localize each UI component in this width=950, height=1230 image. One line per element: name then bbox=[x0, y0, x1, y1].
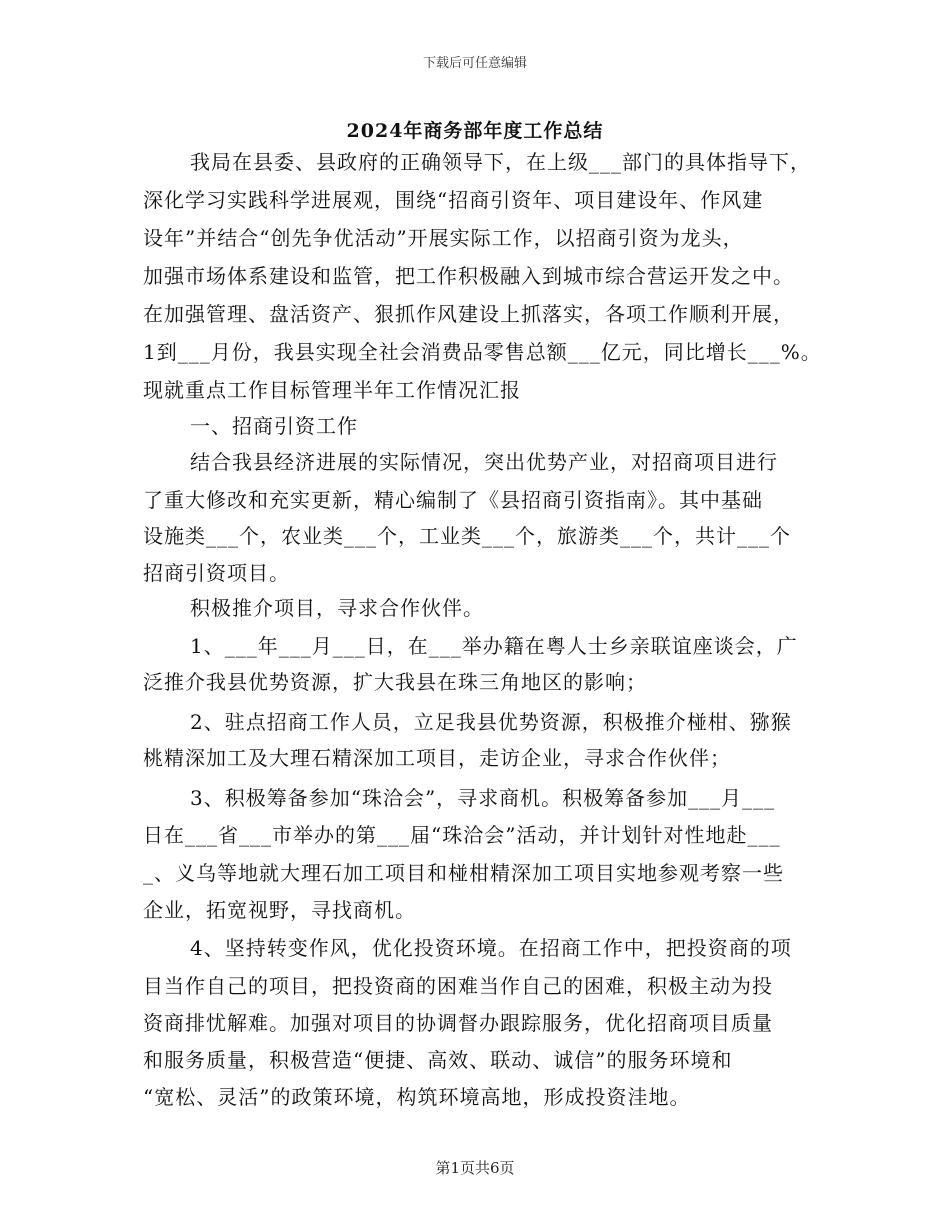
section-heading: 一、招商引资工作 bbox=[190, 414, 358, 438]
body-line: 泛推介我县优势资源，扩大我县在珠三角地区的影响； bbox=[143, 670, 647, 694]
body-line: 招商引资项目。 bbox=[143, 561, 290, 585]
body-line: 设施类___个，农业类___个，工业类___个，旅游类___个，共计___个 bbox=[143, 524, 791, 548]
body-line: 1、___年___月___日，在___举办籍在粤人士乡亲联谊座谈会，广 bbox=[190, 634, 798, 658]
body-line: 1到___月份，我县实现全社会消费品零售总额___亿元，同比增长___%。 bbox=[143, 340, 822, 364]
body-line: 深化学习实践科学进展观，围绕“招商引资年、项目建设年、作风建 bbox=[143, 188, 764, 212]
body-line: 在加强管理、盘活资产、狠抓作风建设上抓落实，各项工作顺利开展， bbox=[143, 302, 794, 326]
body-line: 2、驻点招商工作人员，立足我县优势资源，积极推介椪柑、猕猴 bbox=[190, 710, 792, 734]
body-line: 加强市场体系建设和监管，把工作积极融入到城市综合营运开发之中。 bbox=[143, 264, 794, 288]
body-line: 现就重点工作目标管理半年工作情况汇报 bbox=[143, 378, 521, 402]
body-line: 积极推介项目，寻求合作伙伴。 bbox=[190, 596, 484, 620]
body-line: 和服务质量，积极营造“便捷、高效、联动、诚信”的服务环境和 bbox=[143, 1048, 733, 1072]
body-line: “宽松、灵活”的政策环境，构筑环境高地，形成投资洼地。 bbox=[143, 1085, 691, 1109]
body-line: 资商排忧解难。加强对项目的协调督办跟踪服务，优化招商项目质量 bbox=[143, 1011, 773, 1035]
body-line: 目当作自己的项目，把投资商的困难当作自己的困难，积极主动为投 bbox=[143, 974, 773, 998]
body-line: _、义乌等地就大理石加工项目和椪柑精深加工项目实地参观考察一些 bbox=[143, 861, 784, 885]
body-line: 结合我县经济进展的实际情况，突出优势产业，对招商项目进行 bbox=[190, 450, 778, 474]
body-line: 日在___省___市举办的第___届“珠洽会”活动，并计划针对性地赴___ bbox=[143, 823, 781, 847]
body-line: 我局在县委、县政府的正确领导下，在上级___部门的具体指导下， bbox=[190, 150, 811, 174]
page-footer: 第1页共6页 bbox=[435, 1159, 515, 1177]
body-line: 3、积极筹备参加“珠洽会”，寻求商机。积极筹备参加___月___ bbox=[190, 786, 776, 810]
body-line: 企业，拓宽视野，寻找商机。 bbox=[143, 898, 416, 922]
body-line: 了重大修改和充实更新，精心编制了《县招商引资指南》。其中基础 bbox=[143, 488, 763, 512]
body-line: 4、坚持转变作风，优化投资环境。在招商工作中，把投资商的项 bbox=[190, 936, 792, 960]
header-note: 下载后可任意编辑 bbox=[422, 56, 527, 71]
body-line: 桃精深加工及大理石精深加工项目，走访企业，寻求合作伙伴； bbox=[143, 746, 731, 770]
document-title: 2024年商务部年度工作总结 bbox=[346, 120, 604, 142]
body-line: 设年”并结合“创先争优活动”开展实际工作，以招商引资为龙头， bbox=[143, 226, 744, 250]
